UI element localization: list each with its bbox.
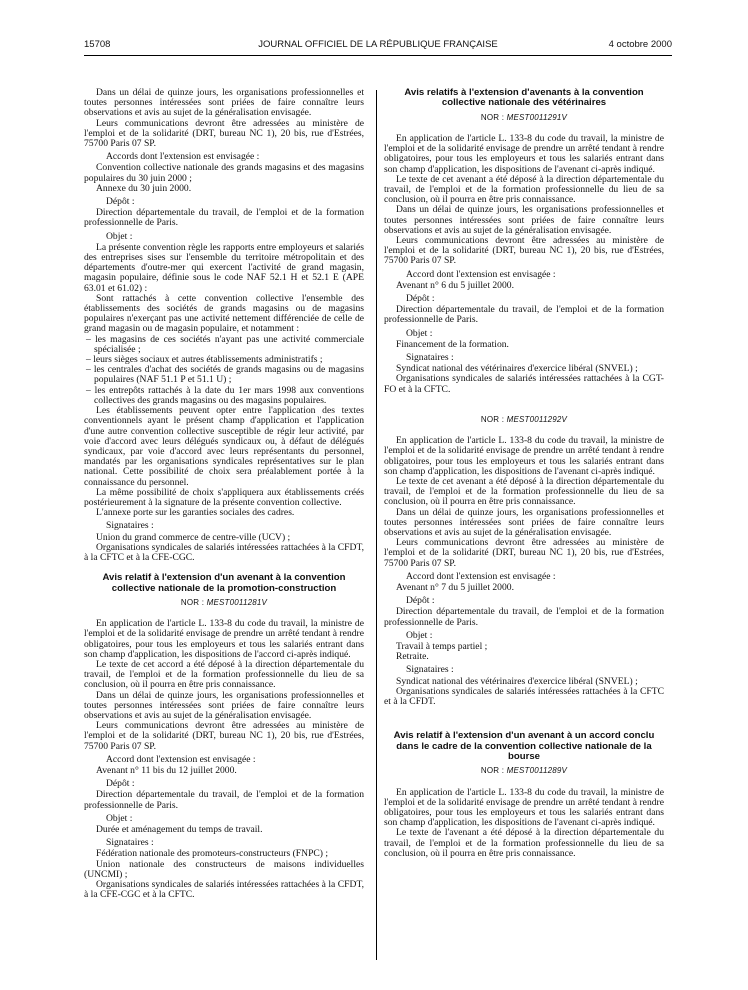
journal-title: JOURNAL OFFICIEL DE LA RÉPUBLIQUE FRANÇAISE [258, 39, 498, 50]
nor-reference [84, 598, 364, 608]
depot-label: Dépôt : [106, 196, 135, 208]
depot-label: Dépôt : [106, 778, 135, 790]
paragraph: Leurs communications devront être adressées au ministère de l'emploi et de la solidarité (DRT, bureau NC 1), 20 bis, rue d'Estrées, 75700 Paris 07 SP. [84, 720, 364, 752]
signataire: Organisations syndicales de salariés intéressées rattachées à la CFDT, à la CFTC et à la CFE-CGC. [84, 541, 364, 563]
nor-code: MESТ0011281V [206, 597, 268, 607]
accord-label: Accord dont l'extension est envisagée : [106, 753, 256, 765]
nor-code: MESТ0011291V [506, 112, 568, 122]
objet-label: Objet : [106, 812, 133, 824]
nor-reference [384, 113, 664, 123]
nor-reference [384, 415, 664, 425]
nor-code: MESТ0011292V [506, 414, 568, 424]
list-item: – les entrepôts rattachés à la date du 1er mars 1998 aux conventions collectives des grands magasins ou des magasins populaires. [86, 384, 364, 406]
signataires-label: Signataires : [406, 664, 454, 676]
paragraph: Dans un délai de quinze jours, les organisations professionnelles et toutes personnes intéressées sont priées de faire connaître leurs observations et avis au sujet de la généralisation envisagée. [384, 506, 664, 538]
paragraph: En application de l'article L. 133-8 du code du travail, la ministre de l'emploi et de la solidarité envisage de prendre un arrêté tendant à rendre obligatoires, pour tous les employeurs et tous les salariés entrant dans son champ d'application, les dispositions de l'avenant ci-après indiqué. [384, 786, 664, 829]
accord-label: Accord dont l'extension est envisagée : [406, 570, 556, 582]
paragraph: La présente convention règle les rapports entre employeurs et salariés des entreprises sises sur l'ensemble du territoire métropolitain et des départements d'outre-mer qui exercent l'activité de grand magasin, magasin populaire, définie sous le code NAF 52.1 H et 52.1 E (APE 63.01 et 61.02) : [84, 241, 364, 294]
paragraph: Dans un délai de quinze jours, les organisations professionnelles et toutes personnes intéressées sont priées de faire connaître leurs observations et avis au sujet de la généralisation envisagée. [84, 689, 364, 721]
nor-label: NOR : [480, 766, 505, 776]
list-item: – leurs sièges sociaux et autres établissements administratifs ; [86, 354, 323, 366]
paragraph: Dans un délai de quinze jours, les organisations professionnelles et toutes personnes intéressées sont priées de faire connaître leurs observations et avis au sujet de la généralisation envisagée. [384, 204, 664, 236]
signataire: Syndicat national des vétérinaires d'exercice libéral (SNVEL) ; [396, 363, 638, 375]
paragraph: Leurs communications devront être adressées au ministère de l'emploi et de la solidarité (DRT, bureau NC 1), 20 bis, rue d'Estrées, 75700 Paris 07 SP. [384, 235, 664, 267]
signataire: Union du grand commerce de centre-ville (UCV) ; [96, 531, 291, 543]
spacer [384, 395, 664, 411]
objet-text: Travail à temps partiel ; [396, 640, 488, 652]
objet-text: Retraite. [396, 651, 429, 663]
page-number: 15708 [84, 39, 111, 50]
nor-reference [384, 766, 664, 776]
paragraph: En application de l'article L. 133-8 du code du travail, la ministre de l'emploi et de la solidarité envisage de prendre un arrêté tendant à rendre obligatoires, pour tous les employeurs et tous les salariés entrant dans son champ d'application, les dispositions de l'avenant ci-après indiqué. [384, 133, 664, 175]
notice-heading: Avis relatif à l'extension d'un avenant à la convention collective nationale de la promotion-construction [102, 572, 346, 594]
accord-label: Accords dont l'extension est envisagée : [106, 151, 260, 163]
list-item: – les centrales d'achat des sociétés de grands magasins ou de magasins populaires (NAF 51.1 P et 51.1 U) ; [86, 364, 364, 386]
depot-text: Direction départementale du travail, de l'emploi et de la formation professionnelle de Paris. [84, 789, 364, 811]
signataire: Organisations syndicales de salariés intéressées rattachées à la CGT-FO et à la CFTC. [384, 373, 664, 395]
paragraph: La même possibilité de choix s'appliquera aux établissements créés postérieurement à la signature de la présente convention collective. [84, 486, 364, 508]
signataire: Union nationale des constructeurs de maisons individuelles (UNCMI) ; [84, 858, 364, 880]
depot-label: Dépôt : [406, 293, 435, 305]
right-column [384, 88, 664, 859]
signataires-label: Signataires : [406, 352, 454, 364]
objet-text: Durée et aménagement du temps de travail. [96, 824, 263, 836]
avenant-text: Avenant n° 11 bis du 12 juillet 2000. [96, 765, 237, 776]
nor-label: NOR : [480, 112, 505, 122]
signataires-label: Signataires : [106, 837, 154, 849]
depot-text: Direction départementale du travail, de l'emploi et de la formation professionnelle de Paris. [384, 606, 664, 628]
spacer [384, 707, 664, 731]
paragraph: Le texte de l'avenant a été déposé à la direction départementale du travail, de l'emploi et de la formation professionnelle du lieu de sa conclusion, où il pourra en être pris connaissance. [384, 827, 664, 859]
signataire: Organisations syndicales de salariés intéressées rattachées à la CFTC et à la CFDT. [384, 685, 664, 707]
convention-text: Convention collective nationale des grands magasins et des magasins populaires du 30 juin 2000 ; [84, 162, 364, 184]
signataires-label: Signataires : [106, 520, 154, 532]
notice-heading: Avis relatif à l'extension d'un avenant à un accord conclu dans le cadre de la convention collective nationale de la bourse [393, 730, 655, 762]
signataire: Organisations syndicales de salariés intéressées rattachées à la CFDT, à la CFE-CGC et à la CFTC. [84, 879, 364, 901]
running-header [84, 39, 672, 53]
avenant-text: Avenant n° 6 du 5 juillet 2000. [396, 279, 514, 291]
paragraph: Le texte de cet avenant a été déposé à la direction départementale du travail, de l'emploi et de la formation professionnelle du lieu de sa conclusion, où il pourra en être pris connaissance. [384, 475, 664, 508]
column-divider [376, 90, 377, 960]
paragraph: Les établissements peuvent opter entre l'application des textes conventionnels ayant le présent champ d'application et l'application d'une autre convention collective susceptible de régir leur activité, par voie d'accord avec leurs délégués syndicaux ou, à défaut de délégués syndicaux, par voie d'accord avec leurs représentants du personnel, mandatés par les organisations syndicales représentatives sur le plan national. Cette possibilité de choix sera préalablement portée à la connaissance du personnel. [84, 405, 364, 488]
paragraph: Sont rattachés à cette convention collective l'ensemble des établissements des sociétés de grands magasins ou de magasins populaires n'exerçant pas une activité nettement différenciée de celle de grand magasin ou de magasin populaire, et notamment : [84, 292, 364, 335]
header-rule [84, 55, 672, 56]
nor-label: NOR : [180, 597, 205, 607]
paragraph: En application de l'article L. 133-8 du code du travail, la ministre de l'emploi et de la solidarité envisage de prendre un arrêté tendant à rendre obligatoires, pour tous les employeurs et tous les salariés entrant dans son champ d'application, les dispositions de l'avenant ci-après indiqué. [384, 435, 664, 477]
depot-label: Dépôt : [406, 595, 435, 607]
signataire: Fédération nationale des promoteurs-constructeurs (FNPC) ; [96, 848, 329, 860]
list-item: – les magasins de ces sociétés n'ayant pas une activité commerciale spécialisée ; [86, 333, 364, 355]
nor-label: NOR : [480, 414, 505, 424]
paragraph: Leurs communications devront être adressées au ministère de l'emploi et de la solidarité (DRT, bureau NC 1), 20 bis, rue d'Estrées, 75700 Paris 07 SP. [384, 537, 664, 569]
objet-text: Financement de la formation. [396, 338, 509, 350]
paragraph: En application de l'article L. 133-8 du code du travail, la ministre de l'emploi et de la solidarité envisage de prendre un arrêté tendant à rendre obligatoires, pour tous les employeurs et tous les salariés entrant dans son champ d'application, les dispositions de l'accord ci-après indiqué. [84, 618, 364, 660]
avenant-text: Avenant n° 7 du 5 juillet 2000. [396, 581, 514, 593]
issue-date: 4 octobre 2000 [608, 39, 672, 50]
depot-text: Direction départementale du travail, de l'emploi et de la formation professionnelle de Paris. [384, 304, 664, 326]
signataire: Syndicat national des vétérinaires d'exercice libéral (SNVEL) ; [396, 675, 638, 687]
objet-label: Objet : [106, 230, 133, 242]
accord-label: Accord dont l'extension est envisagée : [406, 268, 556, 280]
objet-label: Objet : [406, 629, 433, 641]
paragraph: Leurs communications devront être adressées au ministère de l'emploi et de la solidarité (DRT, bureau NC 1), 20 bis, rue d'Estrées, 75700 Paris 07 SP. [84, 117, 364, 150]
objet-label: Objet : [406, 327, 433, 339]
left-column [84, 88, 364, 900]
depot-text: Direction départementale du travail, de l'emploi et de la formation professionnelle de Paris. [84, 207, 364, 229]
paragraph: L'annexe porte sur les garanties sociales des cadres. [96, 507, 295, 519]
notice-heading: Avis relatifs à l'extension d'avenants à la convention collective nationale des vétérinaires [404, 87, 644, 109]
annexe-text: Annexe du 30 juin 2000. [96, 182, 192, 194]
paragraph: Le texte de cet avenant a été déposé à la direction départementale du travail, de l'emploi et de la formation professionnelle du lieu de sa conclusion, où il pourra en être pris connaissance. [384, 173, 664, 206]
paragraph: Dans un délai de quinze jours, les organisations professionnelles et toutes personnes intéressées sont priées de faire connaître leurs observations et avis au sujet de la généralisation envisagée. [84, 87, 364, 119]
nor-code: MESТ0011289V [506, 766, 568, 776]
paragraph: Le texte de cet accord a été déposé à la direction départementale du travail, de l'emploi et de la formation professionnelle du lieu de sa conclusion, où il pourra en être pris connaissance. [84, 658, 364, 691]
